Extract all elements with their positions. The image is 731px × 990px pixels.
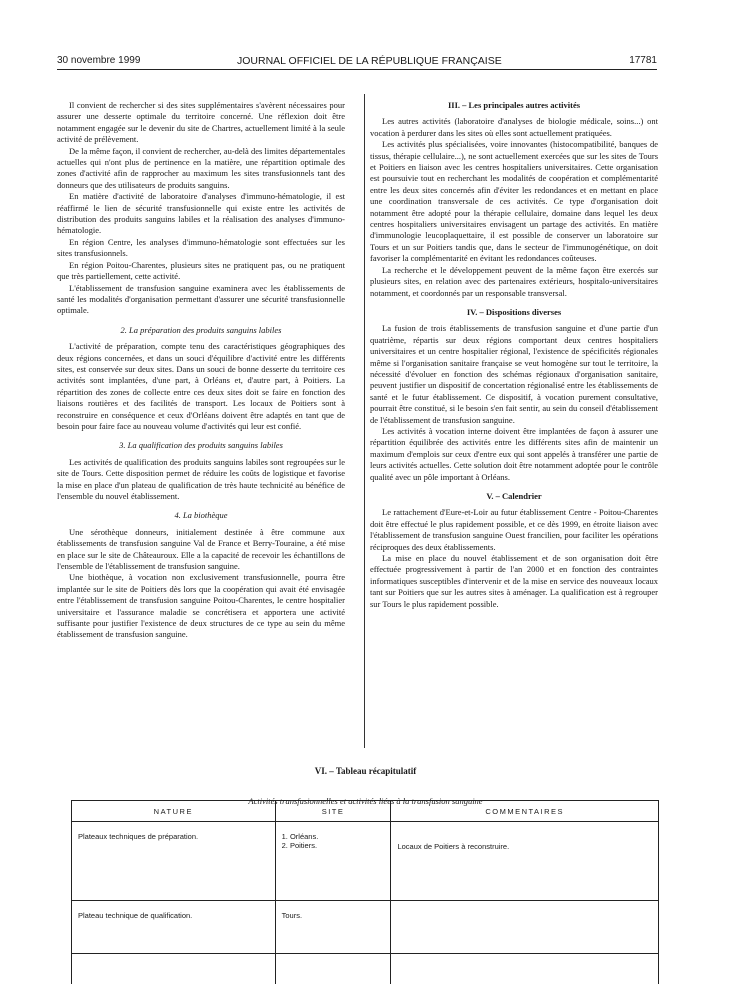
header-journal-title: JOURNAL OFFICIEL DE LA RÉPUBLIQUE FRANÇAISE <box>237 55 502 67</box>
comment-cell: Locaux de Poitiers à reconstruire. <box>391 822 659 901</box>
summary-table <box>71 800 659 984</box>
right-column <box>370 100 658 610</box>
paragraph: Les activités plus spécialisées, voire innovantes (histocompatibilité, banques de tissus, thérapie cellulaire...), ne sont actuellement exercées que sur les sites de Tours et Poitiers en liaison avec les centres hospitaliers universitaires. Cette organisation est poursuivie tout en recherchant les modalités de coopération et complémentarité entre les deux sites concernés afin d'éviter les redondances et en mettant en place une coordination transversale de ces activités. Ce type d'organisation doit notamment être adopté pour la thérapie cellulaire, domaine dans lequel les deux centres hospitaliers universitaires envisagent un partage des activités. En matière d'immunologie leucoplaquettaire, il est possible de conserver un laboratoire sur Tours et un sur Poitiers tandis que, dans le secteur de l'immunogénétique, on doit favoriser la complémentarité en évitant les redondances coûteuses. <box>370 139 658 264</box>
paragraph: L'activité de préparation, compte tenu des caractéristiques géographiques des deux régions concernées, et dans un souci d'équilibre d'activité entre les différents sites, est conservée sur deux sites. Dans un souci de bonne desserte du territoire ces activités sont implantées, d'une part, à Orléans et, d'autre part, à Poitiers. La répartition des zones de collecte entre ces deux sites doit se faire en fonction des liaisons routières et des facilités de transport. Les locaux de Poitiers sont à reconstruire en conséquence et ceux d'Orléans doivent être adaptés en tant que de besoin pour faire face au nouveau volume d'activités qui leur est confié. <box>57 341 345 431</box>
site-cell <box>275 954 391 985</box>
section-heading: 4. La biothèque <box>174 510 228 521</box>
nature-cell: Plateau technique de qualification. <box>72 901 276 954</box>
table-caption: Activités transfusionnelles et activités liées à la transfusion sanguine <box>248 796 483 806</box>
paragraph: Les activités à vocation interne doivent être implantées de façon à assurer une répartition équilibrée des activités entre les différents sites afin de maintenir un maximum d'emplois sur ceux d'entre eux qui sont appelés à transférer une partie de leurs activités actuelles. Cette solution doit être notamment adoptée pour le contrôle qualité avec un pôle important à Orléans. <box>370 425 658 482</box>
paragraph: Il convient de rechercher si des sites supplémentaires s'avèrent nécessaires pour assurer une desserte optimale du territoire concerné. Une réflexion doit être notamment engagée sur le devenir du site de Chartres, actuellement limité à la seule activité de prélèvement. <box>57 100 345 145</box>
table-row <box>72 822 659 901</box>
column-divider <box>364 94 365 748</box>
table-row <box>72 901 659 954</box>
paragraph: Le rattachement d'Eure-et-Loir au futur établissement Centre - Poitou-Charentes doit être effectué le plus rapidement possible, et ce dès 1999, en étroite liaison avec l'établissement de transfusion sanguine Ouest francilien, pour faciliter les opérations réciproques des deux établissements. <box>370 507 658 552</box>
section-heading: V. – Calendrier <box>486 491 542 501</box>
table-header-row <box>72 801 659 822</box>
paragraph: En région Poitou-Charentes, plusieurs sites ne pratiquent pas, ou ne pratiquent que très partiellement, cette activité. <box>57 259 345 282</box>
column-header-comments: COMMENTAIRES <box>391 801 659 822</box>
column-header-nature: NATURE <box>72 801 276 822</box>
comment-cell <box>391 954 659 985</box>
paragraph: La fusion de trois établissements de transfusion sanguine et d'une partie d'un quatrième, répartis sur deux régions comportant deux centres hospitaliers universitaires et un centre hospitalier régional, l'existence de spécificités régionales même si l'organisation sanitaire française se veut homogène sur tout le territoire, la nécessité d'évoluer en fonction des schémas régionaux d'organisation sanitaire, peuvent justifier un dispositif de concertation régionalisé entre les établissements de santé et le futur établissement. Ce dispositif, à vocation purement consultative, pourrait être constitué, si le besoin s'en fait sentir, au sein du conseil d'établissement de l'établissement de transfusion sanguine. <box>370 323 658 425</box>
paragraph: Les activités de qualification des produits sanguins labiles sont regroupées sur le site de Tours. Cette disposition permet de réduire les coûts de logistique et favorise la mise en place d'un plateau de qualification de très haute technicité au bénéfice de l'ensemble du nouvel établissement. <box>57 456 345 501</box>
nature-cell: Plateaux techniques de préparation. <box>72 822 276 901</box>
header-date: 30 novembre 1999 <box>57 55 141 66</box>
paragraph: En région Centre, les analyses d'immuno-hématologie sont effectuées sur les sites transfusionnels. <box>57 236 345 259</box>
section-heading: 3. La qualification des produits sanguins labiles <box>119 440 283 451</box>
section-heading: III. – Les principales autres activités <box>447 100 581 110</box>
paragraph: Une sérothèque donneurs, initialement destinée à être commune aux établissements de transfusion sanguine Val de France et Berry-Touraine, a été mise en place sur le site de Châteauroux. Elle a la capacité de recevoir les échantillons de l'ensemble de l'établissement de transfusion sanguine. <box>57 526 345 572</box>
paragraph: La recherche et le développement peuvent de la même façon être exercés sur plusieurs sites, en relation avec des partenaires extérieurs, hospitalo-universitaires notamment, et coordonnés par un responsable transversal. <box>370 264 658 298</box>
site-cell <box>275 822 391 901</box>
site-item: 1. Orléans. <box>281 832 319 841</box>
table-row <box>72 954 659 985</box>
paragraph: Une biothèque, à vocation non exclusivement transfusionnelle, pourra être implantée sur le site de Poitiers dès lors que la coopération qui avait été envisagée entre l'établissement de transfusion sanguine Poitou-Charentes, le centre hospitalier universitaire et l'assurance maladie se concrétisera et apportera une activité suffisante pour justifier l'existence de deux structures de ce type au sein du même établissement de transfusion sanguine. <box>57 572 345 640</box>
header-rule <box>57 69 657 70</box>
section-heading: IV. – Dispositions diverses <box>466 306 562 317</box>
header-page-number: 17781 <box>629 55 657 66</box>
paragraph: En matière d'activité de laboratoire d'analyses d'immuno-hématologie, il est réaffirmé le lien de sécurité transfusionnelle qui existe entre les activités de distribution des produits sanguins labiles et la réalisation des analyses d'immuno-hématologie. <box>57 191 345 236</box>
site-item: 2. Poitiers. <box>281 841 318 850</box>
column-header-site: SITE <box>275 801 391 822</box>
table-section-title: VI. – Tableau récapitulatif <box>314 766 417 776</box>
section-heading: 2. La préparation des produits sanguins labiles <box>120 324 282 335</box>
site-cell: Tours. <box>275 901 391 954</box>
comment-cell <box>391 901 659 954</box>
paragraph: La mise en place du nouvel établissement et de son organisation doit être effectuée progressivement à partir de l'an 2000 et en fonction des contraintes informatiques susceptibles d'intervenir et de la mise en service des nouveaux locaux tant sur Poitiers que sur les autres sites à aménager. La qualification est à regrouper sur Tours le plus rapidement possible. <box>370 553 658 609</box>
paragraph: L'établissement de transfusion sanguine examinera avec les établissements de santé les modalités d'organisation permettant d'assurer une sécurité transfusionnelle optimale. <box>57 282 345 316</box>
nature-cell <box>72 954 276 985</box>
paragraph: Les autres activités (laboratoire d'analyses de biologie médicale, soins...) ont vocation à perdurer dans les sites où elles sont actuellement pratiquées. <box>370 116 658 138</box>
left-column <box>57 100 345 641</box>
paragraph: De la même façon, il convient de rechercher, au-delà des limites départementales actuelles qui n'ont plus de pertinence en la matière, une répartition optimale des zones d'activité afin de rapprocher au maximum les sites transfusionnels tant des donneurs que des utilisateurs de produits sanguins. <box>57 145 345 190</box>
